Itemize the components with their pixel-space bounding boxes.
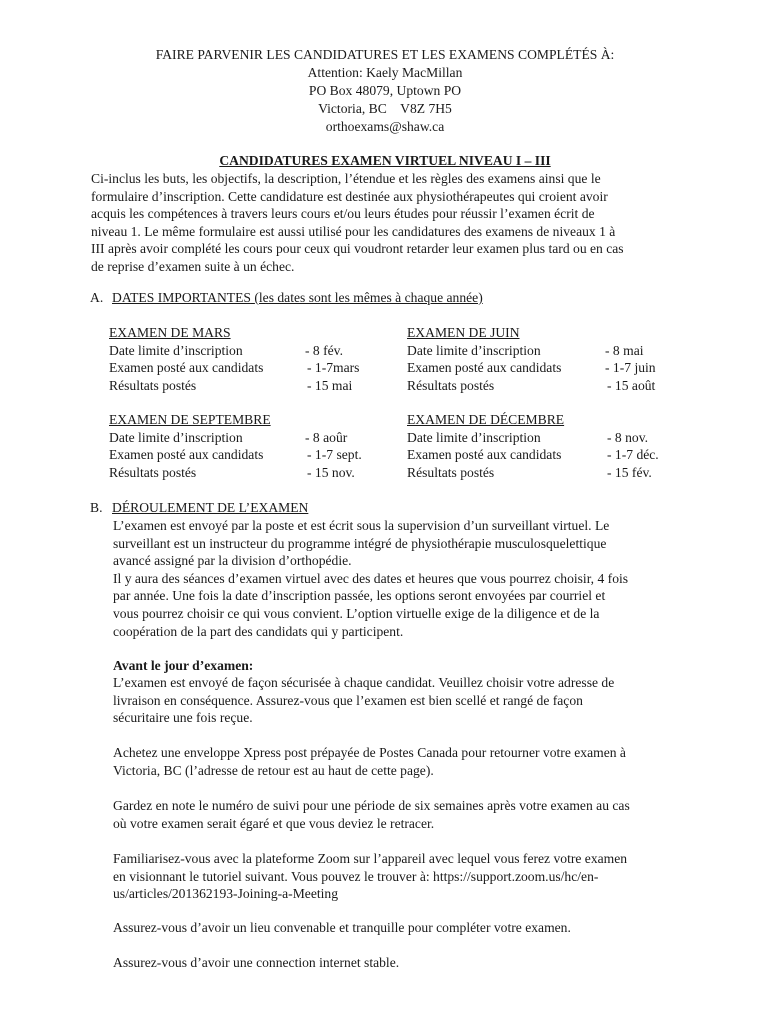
body-line: surveillant est un instructeur du programme intégré de physiothérapie musculosquelettique <box>113 535 607 551</box>
exam-name: EXAMEN DE SEPTEMBRE <box>109 412 271 427</box>
date-label: Examen posté aux candidats <box>407 447 562 463</box>
intro-line: acquis les compétences à travers leurs cours et/ou leurs études pour réussir l’examen écrit de <box>91 206 595 222</box>
zoom-paragraph <box>113 850 693 903</box>
location-paragraph: Assurez-vous d’avoir un lieu convenable et tranquille pour compléter votre examen. <box>113 920 571 935</box>
date-value: - 15 mai <box>307 377 353 393</box>
intro-line: III après avoir complété les cours pour ceux qui voudront retarder leur examen plus tard ou en cas <box>91 241 624 257</box>
address-title: FAIRE PARVENIR LES CANDIDATURES ET LES EXAMENS COMPLÉTÉS À: <box>155 47 615 62</box>
before-exam-heading: Avant le jour d’examen: <box>113 658 254 673</box>
body-line: L’examen est envoyé par la poste et est écrit sous la supervision d’un surveillant virtuel. Le <box>113 518 610 533</box>
date-label: Résultats postés <box>407 464 495 480</box>
exam-block-mars <box>109 324 359 394</box>
address-email: orthoexams@shaw.ca <box>325 119 445 134</box>
date-label: Résultats postés <box>109 377 197 393</box>
date-label: Date limite d’inscription <box>109 429 243 445</box>
address-po-box: PO Box 48079, Uptown PO <box>308 83 462 98</box>
section-a-subtitle: (les dates sont les mêmes à chaque année) <box>254 290 483 305</box>
body-line: us/articles/201362193-Joining-a-Meeting <box>113 886 339 902</box>
exam-block-decembre <box>407 411 659 481</box>
intro-line: niveau 1. Le même formulaire est aussi utilisé pour les candidatures des examens de niveaux 1 à <box>91 223 616 239</box>
body-line: par année. Une fois la date d’inscription passée, les options seront envoyées par courriel et <box>113 588 606 604</box>
date-label: Date limite d’inscription <box>109 342 243 358</box>
section-a-heading: DATES IMPORTANTES (les dates sont les mêmes à chaque année) <box>112 290 483 305</box>
date-label: Examen posté aux candidats <box>407 360 562 376</box>
body-line: coopération de la part des candidats qui y participent. <box>113 623 404 639</box>
intro-paragraph <box>91 170 691 276</box>
tracking-paragraph <box>113 797 693 832</box>
section-a-title <box>90 289 483 307</box>
date-value: - 8 aoûr <box>305 429 348 445</box>
date-value: - 1-7 déc. <box>607 447 659 463</box>
body-line: sécuritaire une fois reçue. <box>113 710 253 726</box>
date-value: - 15 août <box>607 377 656 393</box>
section-b-letter: B. <box>90 500 103 515</box>
before-exam-paragraph <box>113 674 693 727</box>
date-label: Résultats postés <box>109 464 197 480</box>
date-label: Date limite d’inscription <box>407 342 541 358</box>
date-value: - 15 fév. <box>607 464 652 480</box>
envelope-paragraph <box>113 744 693 779</box>
body-line: Familiarisez-vous avec la plateforme Zoom sur l’appareil avec lequel vous ferez votre examen <box>113 851 628 866</box>
date-label: Examen posté aux candidats <box>109 360 264 376</box>
section-a-letter: A. <box>90 290 104 305</box>
exam-name: EXAMEN DE DÉCEMBRE <box>407 412 565 427</box>
body-line: Gardez en note le numéro de suivi pour une période de six semaines après votre examen au cas <box>113 798 630 813</box>
address-attention: Attention: Kaely MacMillan <box>307 65 463 80</box>
date-value: - 15 nov. <box>307 464 355 480</box>
date-label: Examen posté aux candidats <box>109 447 264 463</box>
internet-paragraph: Assurez-vous d’avoir une connection internet stable. <box>113 955 400 970</box>
body-line: en visionnant le tutoriel suivant. Vous pouvez le trouver à: https://support.zoom.us/hc/en- <box>113 868 599 884</box>
section-b-heading: DÉROULEMENT DE L’EXAMEN <box>112 500 309 515</box>
address-city: Victoria, BC V8Z 7H5 <box>318 101 452 116</box>
address-block <box>0 46 770 136</box>
main-heading: CANDIDATURES EXAMEN VIRTUEL NIVEAU I – III <box>219 153 551 168</box>
date-value: - 1-7mars <box>307 360 360 376</box>
body-line: avancé assigné par la division d’orthopédie. <box>113 553 352 569</box>
body-line: Victoria, BC (l’adresse de retour est au haut de cette page). <box>113 762 434 778</box>
exam-name: EXAMEN DE JUIN <box>407 325 520 340</box>
intro-line: Ci-inclus les buts, les objectifs, la description, l’étendue et les règles des examens ainsi que le <box>91 171 601 186</box>
date-value: - 8 nov. <box>607 429 649 445</box>
section-b-body <box>113 517 693 640</box>
exam-name: EXAMEN DE MARS <box>109 325 231 340</box>
date-value: - 1-7 juin <box>605 360 656 376</box>
date-value: - 1-7 sept. <box>307 447 362 463</box>
body-line: livraison en conséquence. Assurez-vous que l’examen est bien scellé et rangé de façon <box>113 692 583 708</box>
exam-block-juin <box>407 324 656 394</box>
intro-line: formulaire d’inscription. Cette candidature est destinée aux physiothérapeutes qui croient avoir <box>91 188 608 204</box>
date-label: Résultats postés <box>407 377 495 393</box>
body-line: Il y aura des séances d’examen virtuel avec des dates et heures que vous pourrez choisir, 4 fois <box>113 570 629 586</box>
date-value: - 8 fév. <box>305 342 343 358</box>
body-line: vous pourrez choisir ce qui vous convient. L’option virtuelle exige de la diligence et de la <box>113 605 600 621</box>
body-line: où votre examen serait égaré et que vous deviez le retracer. <box>113 815 435 831</box>
section-b-title <box>90 499 308 517</box>
date-label: Date limite d’inscription <box>407 429 541 445</box>
intro-line: de reprise d’examen suite à un échec. <box>91 258 295 274</box>
date-value: - 8 mai <box>605 342 644 358</box>
exam-block-septembre <box>109 411 362 481</box>
body-line: Achetez une enveloppe Xpress post prépayée de Postes Canada pour retourner votre examen à <box>113 745 626 760</box>
body-line: L’examen est envoyé de façon sécurisée à chaque candidat. Veuillez choisir votre adresse de <box>113 675 615 690</box>
